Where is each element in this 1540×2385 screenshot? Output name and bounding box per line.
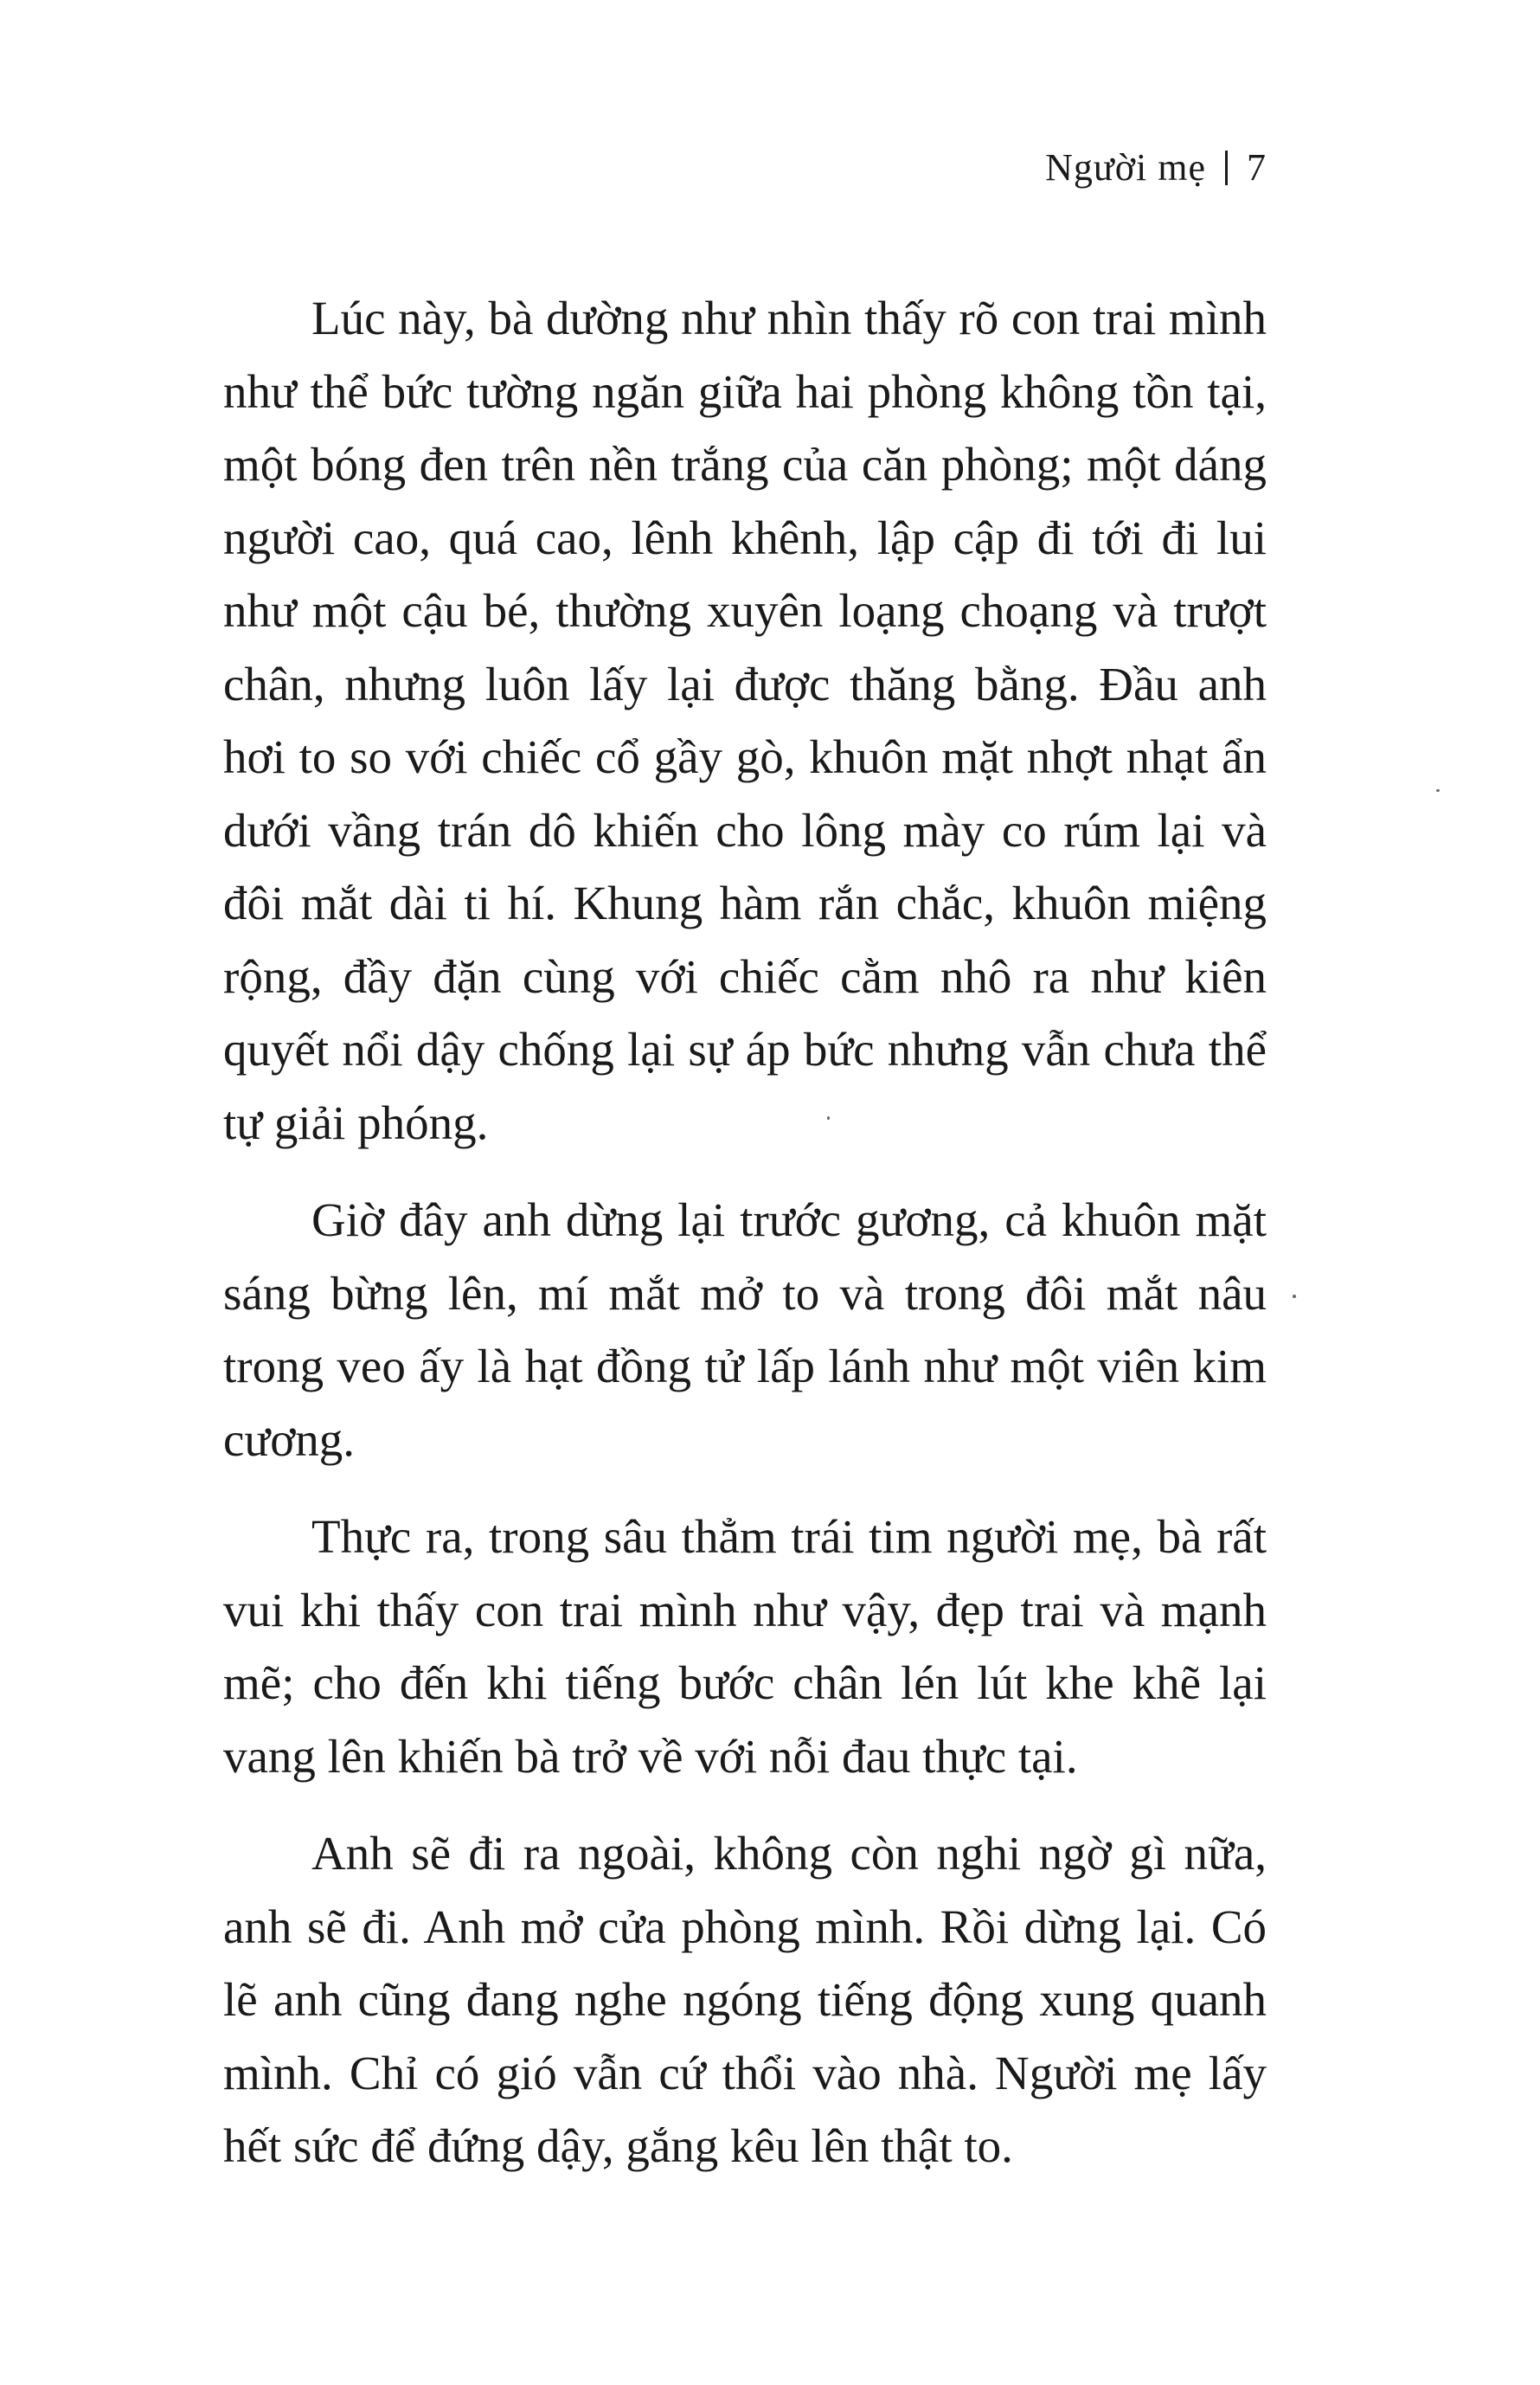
scan-speck — [1293, 1295, 1296, 1298]
header-separator — [1225, 151, 1228, 185]
body-text — [223, 282, 1267, 2183]
running-header — [1045, 145, 1267, 190]
paragraph-3: Thực ra, trong sâu thẳm trái tim người mẹ, bà rất vui khi thấy con trai mình như vậy, đẹp trai và mạnh mẽ; cho đến khi tiếng bước chân lén lút khe khẽ lại vang lên khiến bà trở về với nỗi đau thực tại. — [223, 1510, 1267, 1783]
chapter-title: Người mẹ — [1045, 146, 1206, 189]
scan-speck — [1436, 789, 1440, 792]
page-number: 7 — [1247, 146, 1267, 189]
paragraph-2: Giờ đây anh dừng lại trước gương, cả khuôn mặt sáng bừng lên, mí mắt mở to và trong đôi mắt nâu trong veo ấy là hạt đồng tử lấp lánh như một viên kim cương. — [223, 1193, 1267, 1466]
paragraph-4: Anh sẽ đi ra ngoài, không còn nghi ngờ gì nữa, anh sẽ đi. Anh mở cửa phòng mình. Rồi dừng lại. Có lẽ anh cũng đang nghe ngóng tiếng động xung quanh mình. Chỉ có gió vẫn cứ thổi vào nhà. Người mẹ lấy hết sức để đứng dậy, gắng kêu lên thật to. — [223, 1827, 1267, 2172]
scan-speck — [827, 1116, 830, 1120]
paragraph-1: Lúc này, bà dường như nhìn thấy rõ con trai mình như thể bức tường ngăn giữa hai phòng không tồn tại, một bóng đen trên nền trắng của căn phòng; một dáng người cao, quá cao, lênh khênh, lập cập đi tới đi lui như một cậu bé, thường xuyên loạng choạng và trượt chân, nhưng luôn lấy lại được thăng bằng. Đầu anh hơi to so với chiếc cổ gầy gò, khuôn mặt nhợt nhạt ẩn dưới vầng trán dô khiến cho lông mày co rúm lại và đôi mắt dài ti hí. Khung hàm rắn chắc, khuôn miệng rộng, đầy đặn cùng với chiếc cằm nhô ra như kiên quyết nổi dậy chống lại sự áp bức nhưng vẫn chưa thể tự giải phóng. — [223, 292, 1267, 1149]
